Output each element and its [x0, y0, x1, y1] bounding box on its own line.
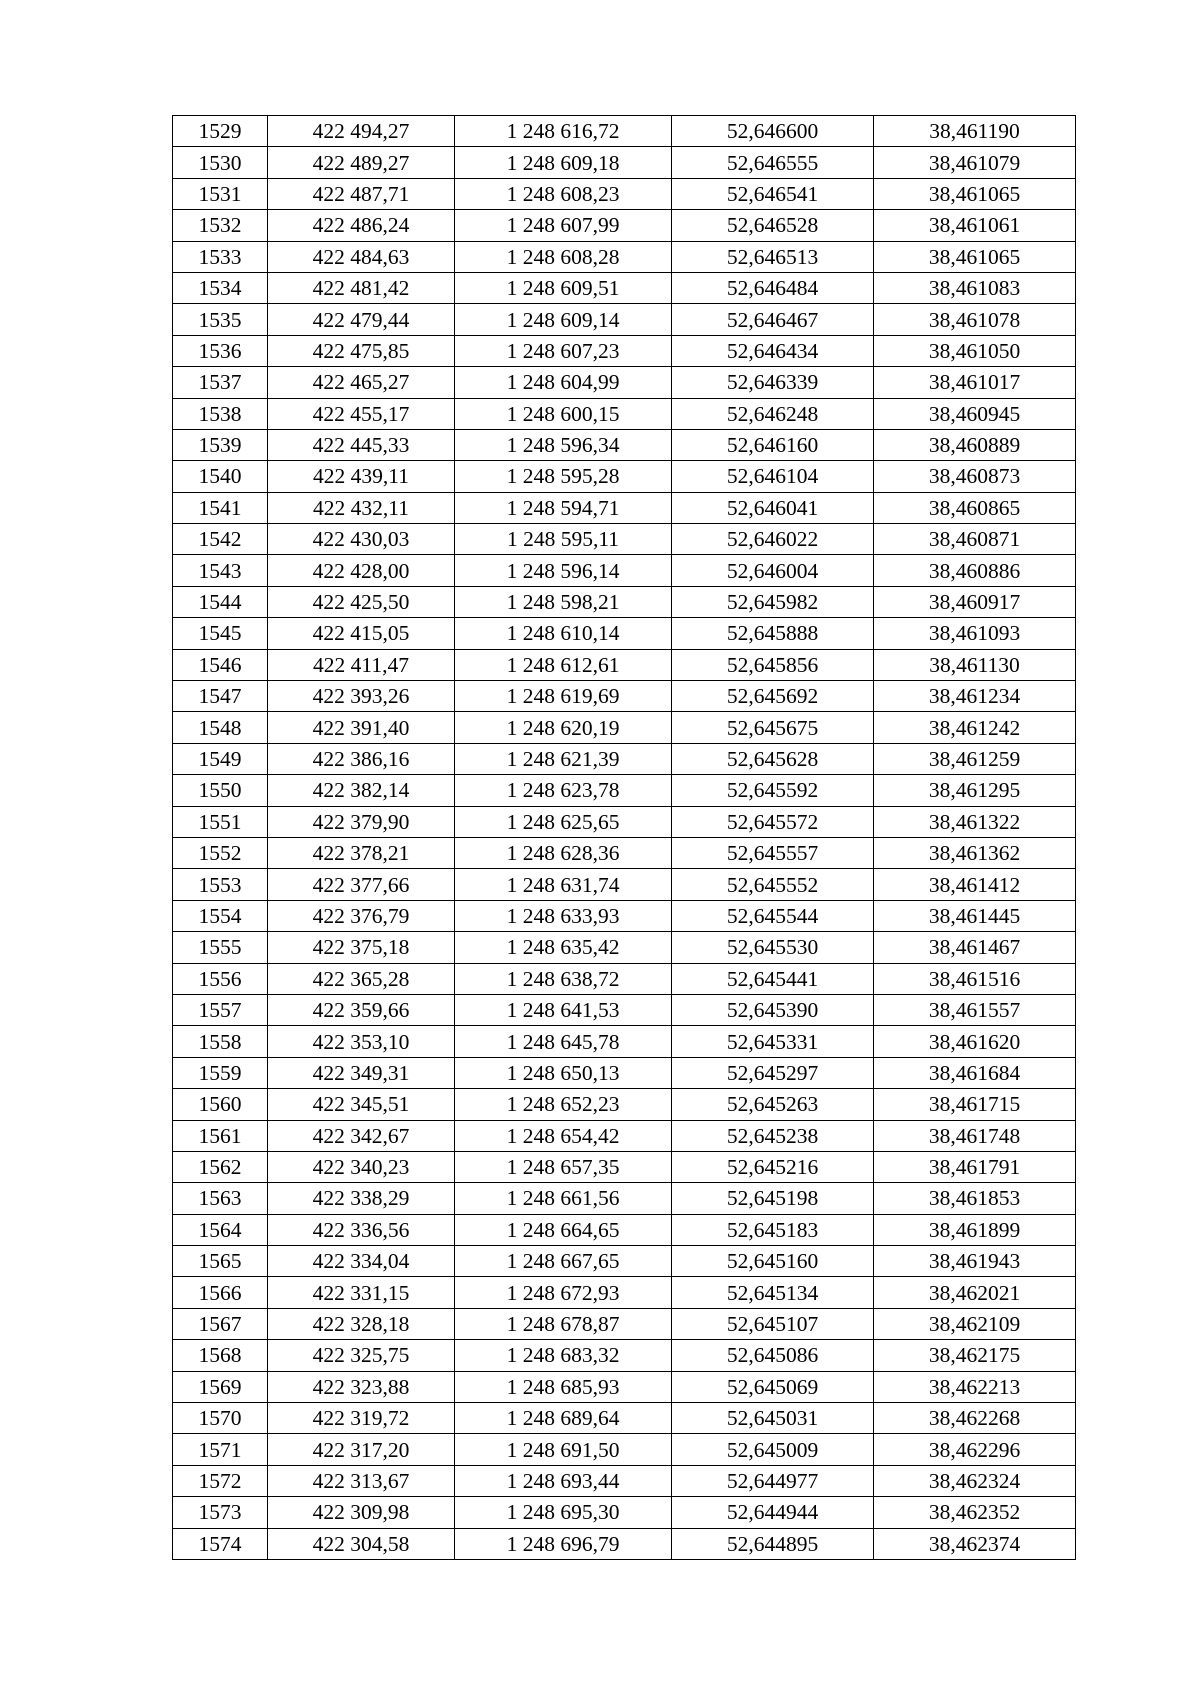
latitude-cell: 52,645572	[672, 806, 874, 837]
x-coordinate-cell: 422 445,33	[268, 429, 455, 460]
point-number-cell: 1561	[173, 1120, 268, 1151]
longitude-cell: 38,461130	[874, 649, 1076, 680]
longitude-cell: 38,461295	[874, 775, 1076, 806]
y-coordinate-cell: 1 248 691,50	[455, 1434, 672, 1465]
latitude-cell: 52,645031	[672, 1403, 874, 1434]
y-coordinate-cell: 1 248 608,23	[455, 178, 672, 209]
x-coordinate-cell: 422 382,14	[268, 775, 455, 806]
y-coordinate-cell: 1 248 596,14	[455, 555, 672, 586]
latitude-cell: 52,645263	[672, 1089, 874, 1120]
point-number-cell: 1558	[173, 1026, 268, 1057]
x-coordinate-cell: 422 375,18	[268, 932, 455, 963]
table-row	[173, 1371, 1076, 1402]
longitude-cell: 38,461748	[874, 1120, 1076, 1151]
y-coordinate-cell: 1 248 667,65	[455, 1246, 672, 1277]
x-coordinate-cell: 422 486,24	[268, 210, 455, 241]
longitude-cell: 38,461083	[874, 272, 1076, 303]
x-coordinate-cell: 422 313,67	[268, 1465, 455, 1496]
y-coordinate-cell: 1 248 628,36	[455, 837, 672, 868]
table-row	[173, 932, 1076, 963]
y-coordinate-cell: 1 248 631,74	[455, 869, 672, 900]
table-row	[173, 272, 1076, 303]
longitude-cell: 38,461620	[874, 1026, 1076, 1057]
x-coordinate-cell: 422 331,15	[268, 1277, 455, 1308]
latitude-cell: 52,645552	[672, 869, 874, 900]
point-number-cell: 1540	[173, 461, 268, 492]
table-row	[173, 586, 1076, 617]
coordinates-table-body	[173, 116, 1076, 1560]
longitude-cell: 38,461362	[874, 837, 1076, 868]
latitude-cell: 52,645544	[672, 900, 874, 931]
y-coordinate-cell: 1 248 633,93	[455, 900, 672, 931]
point-number-cell: 1565	[173, 1246, 268, 1277]
x-coordinate-cell: 422 439,11	[268, 461, 455, 492]
y-coordinate-cell: 1 248 609,14	[455, 304, 672, 335]
point-number-cell: 1549	[173, 743, 268, 774]
latitude-cell: 52,645009	[672, 1434, 874, 1465]
point-number-cell: 1570	[173, 1403, 268, 1434]
table-row	[173, 116, 1076, 147]
y-coordinate-cell: 1 248 635,42	[455, 932, 672, 963]
x-coordinate-cell: 422 377,66	[268, 869, 455, 900]
table-row	[173, 837, 1076, 868]
x-coordinate-cell: 422 325,75	[268, 1340, 455, 1371]
longitude-cell: 38,460865	[874, 492, 1076, 523]
table-row	[173, 994, 1076, 1025]
x-coordinate-cell: 422 328,18	[268, 1308, 455, 1339]
y-coordinate-cell: 1 248 609,51	[455, 272, 672, 303]
longitude-cell: 38,461259	[874, 743, 1076, 774]
table-row	[173, 1057, 1076, 1088]
x-coordinate-cell: 422 425,50	[268, 586, 455, 617]
latitude-cell: 52,646541	[672, 178, 874, 209]
y-coordinate-cell: 1 248 689,64	[455, 1403, 672, 1434]
table-row	[173, 210, 1076, 241]
point-number-cell: 1533	[173, 241, 268, 272]
point-number-cell: 1537	[173, 367, 268, 398]
latitude-cell: 52,645982	[672, 586, 874, 617]
point-number-cell: 1531	[173, 178, 268, 209]
latitude-cell: 52,645856	[672, 649, 874, 680]
longitude-cell: 38,461445	[874, 900, 1076, 931]
point-number-cell: 1557	[173, 994, 268, 1025]
y-coordinate-cell: 1 248 672,93	[455, 1277, 672, 1308]
longitude-cell: 38,461853	[874, 1183, 1076, 1214]
y-coordinate-cell: 1 248 621,39	[455, 743, 672, 774]
longitude-cell: 38,460871	[874, 524, 1076, 555]
x-coordinate-cell: 422 415,05	[268, 618, 455, 649]
table-row	[173, 1089, 1076, 1120]
latitude-cell: 52,646041	[672, 492, 874, 523]
longitude-cell: 38,461684	[874, 1057, 1076, 1088]
longitude-cell: 38,461557	[874, 994, 1076, 1025]
latitude-cell: 52,645107	[672, 1308, 874, 1339]
table-row	[173, 524, 1076, 555]
point-number-cell: 1573	[173, 1497, 268, 1528]
y-coordinate-cell: 1 248 685,93	[455, 1371, 672, 1402]
point-number-cell: 1530	[173, 147, 268, 178]
latitude-cell: 52,645069	[672, 1371, 874, 1402]
latitude-cell: 52,646467	[672, 304, 874, 335]
x-coordinate-cell: 422 487,71	[268, 178, 455, 209]
longitude-cell: 38,461065	[874, 241, 1076, 272]
point-number-cell: 1543	[173, 555, 268, 586]
latitude-cell: 52,645628	[672, 743, 874, 774]
y-coordinate-cell: 1 248 652,23	[455, 1089, 672, 1120]
table-row	[173, 1183, 1076, 1214]
latitude-cell: 52,645441	[672, 963, 874, 994]
table-row	[173, 649, 1076, 680]
x-coordinate-cell: 422 428,00	[268, 555, 455, 586]
x-coordinate-cell: 422 342,67	[268, 1120, 455, 1151]
y-coordinate-cell: 1 248 607,23	[455, 335, 672, 366]
y-coordinate-cell: 1 248 693,44	[455, 1465, 672, 1496]
y-coordinate-cell: 1 248 609,18	[455, 147, 672, 178]
x-coordinate-cell: 422 475,85	[268, 335, 455, 366]
latitude-cell: 52,646434	[672, 335, 874, 366]
longitude-cell: 38,462296	[874, 1434, 1076, 1465]
longitude-cell: 38,462374	[874, 1528, 1076, 1559]
latitude-cell: 52,646104	[672, 461, 874, 492]
longitude-cell: 38,461322	[874, 806, 1076, 837]
y-coordinate-cell: 1 248 595,28	[455, 461, 672, 492]
point-number-cell: 1534	[173, 272, 268, 303]
point-number-cell: 1544	[173, 586, 268, 617]
table-row	[173, 681, 1076, 712]
point-number-cell: 1529	[173, 116, 268, 147]
table-row	[173, 1120, 1076, 1151]
table-row	[173, 618, 1076, 649]
latitude-cell: 52,645086	[672, 1340, 874, 1371]
table-row	[173, 1340, 1076, 1371]
y-coordinate-cell: 1 248 623,78	[455, 775, 672, 806]
y-coordinate-cell: 1 248 661,56	[455, 1183, 672, 1214]
longitude-cell: 38,462021	[874, 1277, 1076, 1308]
y-coordinate-cell: 1 248 596,34	[455, 429, 672, 460]
x-coordinate-cell: 422 365,28	[268, 963, 455, 994]
point-number-cell: 1571	[173, 1434, 268, 1465]
x-coordinate-cell: 422 494,27	[268, 116, 455, 147]
longitude-cell: 38,462109	[874, 1308, 1076, 1339]
y-coordinate-cell: 1 248 696,79	[455, 1528, 672, 1559]
y-coordinate-cell: 1 248 654,42	[455, 1120, 672, 1151]
point-number-cell: 1536	[173, 335, 268, 366]
y-coordinate-cell: 1 248 594,71	[455, 492, 672, 523]
x-coordinate-cell: 422 430,03	[268, 524, 455, 555]
point-number-cell: 1553	[173, 869, 268, 900]
latitude-cell: 52,646022	[672, 524, 874, 555]
x-coordinate-cell: 422 336,56	[268, 1214, 455, 1245]
longitude-cell: 38,461715	[874, 1089, 1076, 1120]
y-coordinate-cell: 1 248 607,99	[455, 210, 672, 241]
point-number-cell: 1564	[173, 1214, 268, 1245]
longitude-cell: 38,460945	[874, 398, 1076, 429]
y-coordinate-cell: 1 248 678,87	[455, 1308, 672, 1339]
table-row	[173, 1277, 1076, 1308]
latitude-cell: 52,646339	[672, 367, 874, 398]
x-coordinate-cell: 422 479,44	[268, 304, 455, 335]
point-number-cell: 1548	[173, 712, 268, 743]
table-row	[173, 1026, 1076, 1057]
y-coordinate-cell: 1 248 645,78	[455, 1026, 672, 1057]
table-row	[173, 429, 1076, 460]
y-coordinate-cell: 1 248 598,21	[455, 586, 672, 617]
table-row	[173, 1246, 1076, 1277]
table-row	[173, 869, 1076, 900]
latitude-cell: 52,645331	[672, 1026, 874, 1057]
latitude-cell: 52,645675	[672, 712, 874, 743]
y-coordinate-cell: 1 248 595,11	[455, 524, 672, 555]
longitude-cell: 38,461079	[874, 147, 1076, 178]
table-row	[173, 1528, 1076, 1559]
point-number-cell: 1550	[173, 775, 268, 806]
table-row	[173, 900, 1076, 931]
x-coordinate-cell: 422 334,04	[268, 1246, 455, 1277]
longitude-cell: 38,461412	[874, 869, 1076, 900]
point-number-cell: 1569	[173, 1371, 268, 1402]
latitude-cell: 52,646528	[672, 210, 874, 241]
longitude-cell: 38,461050	[874, 335, 1076, 366]
table-row	[173, 304, 1076, 335]
x-coordinate-cell: 422 455,17	[268, 398, 455, 429]
x-coordinate-cell: 422 345,51	[268, 1089, 455, 1120]
x-coordinate-cell: 422 319,72	[268, 1403, 455, 1434]
longitude-cell: 38,461943	[874, 1246, 1076, 1277]
point-number-cell: 1560	[173, 1089, 268, 1120]
longitude-cell: 38,461234	[874, 681, 1076, 712]
point-number-cell: 1535	[173, 304, 268, 335]
table-row	[173, 963, 1076, 994]
y-coordinate-cell: 1 248 695,30	[455, 1497, 672, 1528]
y-coordinate-cell: 1 248 638,72	[455, 963, 672, 994]
latitude-cell: 52,646600	[672, 116, 874, 147]
latitude-cell: 52,645238	[672, 1120, 874, 1151]
point-number-cell: 1547	[173, 681, 268, 712]
x-coordinate-cell: 422 376,79	[268, 900, 455, 931]
y-coordinate-cell: 1 248 683,32	[455, 1340, 672, 1371]
x-coordinate-cell: 422 304,58	[268, 1528, 455, 1559]
latitude-cell: 52,645183	[672, 1214, 874, 1245]
y-coordinate-cell: 1 248 620,19	[455, 712, 672, 743]
longitude-cell: 38,461093	[874, 618, 1076, 649]
table-row	[173, 1465, 1076, 1496]
x-coordinate-cell: 422 338,29	[268, 1183, 455, 1214]
point-number-cell: 1541	[173, 492, 268, 523]
longitude-cell: 38,461467	[874, 932, 1076, 963]
point-number-cell: 1554	[173, 900, 268, 931]
longitude-cell: 38,461190	[874, 116, 1076, 147]
longitude-cell: 38,461078	[874, 304, 1076, 335]
y-coordinate-cell: 1 248 610,14	[455, 618, 672, 649]
longitude-cell: 38,461791	[874, 1151, 1076, 1182]
longitude-cell: 38,460873	[874, 461, 1076, 492]
table-row	[173, 367, 1076, 398]
y-coordinate-cell: 1 248 600,15	[455, 398, 672, 429]
x-coordinate-cell: 422 378,21	[268, 837, 455, 868]
y-coordinate-cell: 1 248 650,13	[455, 1057, 672, 1088]
longitude-cell: 38,462175	[874, 1340, 1076, 1371]
x-coordinate-cell: 422 353,10	[268, 1026, 455, 1057]
x-coordinate-cell: 422 317,20	[268, 1434, 455, 1465]
latitude-cell: 52,646513	[672, 241, 874, 272]
x-coordinate-cell: 422 309,98	[268, 1497, 455, 1528]
longitude-cell: 38,460917	[874, 586, 1076, 617]
y-coordinate-cell: 1 248 664,65	[455, 1214, 672, 1245]
longitude-cell: 38,460886	[874, 555, 1076, 586]
x-coordinate-cell: 422 432,11	[268, 492, 455, 523]
x-coordinate-cell: 422 359,66	[268, 994, 455, 1025]
x-coordinate-cell: 422 323,88	[268, 1371, 455, 1402]
latitude-cell: 52,645592	[672, 775, 874, 806]
point-number-cell: 1563	[173, 1183, 268, 1214]
table-row	[173, 178, 1076, 209]
point-number-cell: 1567	[173, 1308, 268, 1339]
y-coordinate-cell: 1 248 604,99	[455, 367, 672, 398]
longitude-cell: 38,462213	[874, 1371, 1076, 1402]
point-number-cell: 1552	[173, 837, 268, 868]
table-row	[173, 147, 1076, 178]
latitude-cell: 52,646555	[672, 147, 874, 178]
latitude-cell: 52,646160	[672, 429, 874, 460]
x-coordinate-cell: 422 393,26	[268, 681, 455, 712]
table-row	[173, 241, 1076, 272]
point-number-cell: 1546	[173, 649, 268, 680]
point-number-cell: 1559	[173, 1057, 268, 1088]
latitude-cell: 52,645134	[672, 1277, 874, 1308]
point-number-cell: 1562	[173, 1151, 268, 1182]
longitude-cell: 38,461017	[874, 367, 1076, 398]
coordinates-table	[172, 115, 1076, 1560]
latitude-cell: 52,645216	[672, 1151, 874, 1182]
latitude-cell: 52,645390	[672, 994, 874, 1025]
point-number-cell: 1538	[173, 398, 268, 429]
x-coordinate-cell: 422 391,40	[268, 712, 455, 743]
latitude-cell: 52,644944	[672, 1497, 874, 1528]
longitude-cell: 38,461061	[874, 210, 1076, 241]
point-number-cell: 1555	[173, 932, 268, 963]
table-row	[173, 335, 1076, 366]
latitude-cell: 52,644977	[672, 1465, 874, 1496]
latitude-cell: 52,645692	[672, 681, 874, 712]
point-number-cell: 1574	[173, 1528, 268, 1559]
longitude-cell: 38,462268	[874, 1403, 1076, 1434]
point-number-cell: 1539	[173, 429, 268, 460]
table-row	[173, 743, 1076, 774]
latitude-cell: 52,644895	[672, 1528, 874, 1559]
y-coordinate-cell: 1 248 608,28	[455, 241, 672, 272]
point-number-cell: 1556	[173, 963, 268, 994]
latitude-cell: 52,645160	[672, 1246, 874, 1277]
latitude-cell: 52,645557	[672, 837, 874, 868]
point-number-cell: 1532	[173, 210, 268, 241]
table-row	[173, 555, 1076, 586]
longitude-cell: 38,462324	[874, 1465, 1076, 1496]
table-row	[173, 806, 1076, 837]
point-number-cell: 1542	[173, 524, 268, 555]
table-row	[173, 712, 1076, 743]
x-coordinate-cell: 422 379,90	[268, 806, 455, 837]
longitude-cell: 38,461065	[874, 178, 1076, 209]
y-coordinate-cell: 1 248 625,65	[455, 806, 672, 837]
point-number-cell: 1545	[173, 618, 268, 649]
x-coordinate-cell: 422 481,42	[268, 272, 455, 303]
latitude-cell: 52,645297	[672, 1057, 874, 1088]
table-row	[173, 1497, 1076, 1528]
longitude-cell: 38,462352	[874, 1497, 1076, 1528]
x-coordinate-cell: 422 340,23	[268, 1151, 455, 1182]
longitude-cell: 38,461899	[874, 1214, 1076, 1245]
latitude-cell: 52,646484	[672, 272, 874, 303]
x-coordinate-cell: 422 411,47	[268, 649, 455, 680]
table-row	[173, 1434, 1076, 1465]
table-row	[173, 492, 1076, 523]
point-number-cell: 1551	[173, 806, 268, 837]
y-coordinate-cell: 1 248 612,61	[455, 649, 672, 680]
table-row	[173, 461, 1076, 492]
point-number-cell: 1572	[173, 1465, 268, 1496]
latitude-cell: 52,646004	[672, 555, 874, 586]
table-row	[173, 1403, 1076, 1434]
x-coordinate-cell: 422 489,27	[268, 147, 455, 178]
x-coordinate-cell: 422 349,31	[268, 1057, 455, 1088]
latitude-cell: 52,645198	[672, 1183, 874, 1214]
longitude-cell: 38,461242	[874, 712, 1076, 743]
y-coordinate-cell: 1 248 616,72	[455, 116, 672, 147]
latitude-cell: 52,645530	[672, 932, 874, 963]
x-coordinate-cell: 422 465,27	[268, 367, 455, 398]
table-row	[173, 1308, 1076, 1339]
y-coordinate-cell: 1 248 657,35	[455, 1151, 672, 1182]
point-number-cell: 1566	[173, 1277, 268, 1308]
latitude-cell: 52,645888	[672, 618, 874, 649]
table-row	[173, 1214, 1076, 1245]
table-row	[173, 398, 1076, 429]
table-row	[173, 1151, 1076, 1182]
table-row	[173, 775, 1076, 806]
x-coordinate-cell: 422 484,63	[268, 241, 455, 272]
y-coordinate-cell: 1 248 641,53	[455, 994, 672, 1025]
latitude-cell: 52,646248	[672, 398, 874, 429]
longitude-cell: 38,461516	[874, 963, 1076, 994]
x-coordinate-cell: 422 386,16	[268, 743, 455, 774]
y-coordinate-cell: 1 248 619,69	[455, 681, 672, 712]
point-number-cell: 1568	[173, 1340, 268, 1371]
longitude-cell: 38,460889	[874, 429, 1076, 460]
